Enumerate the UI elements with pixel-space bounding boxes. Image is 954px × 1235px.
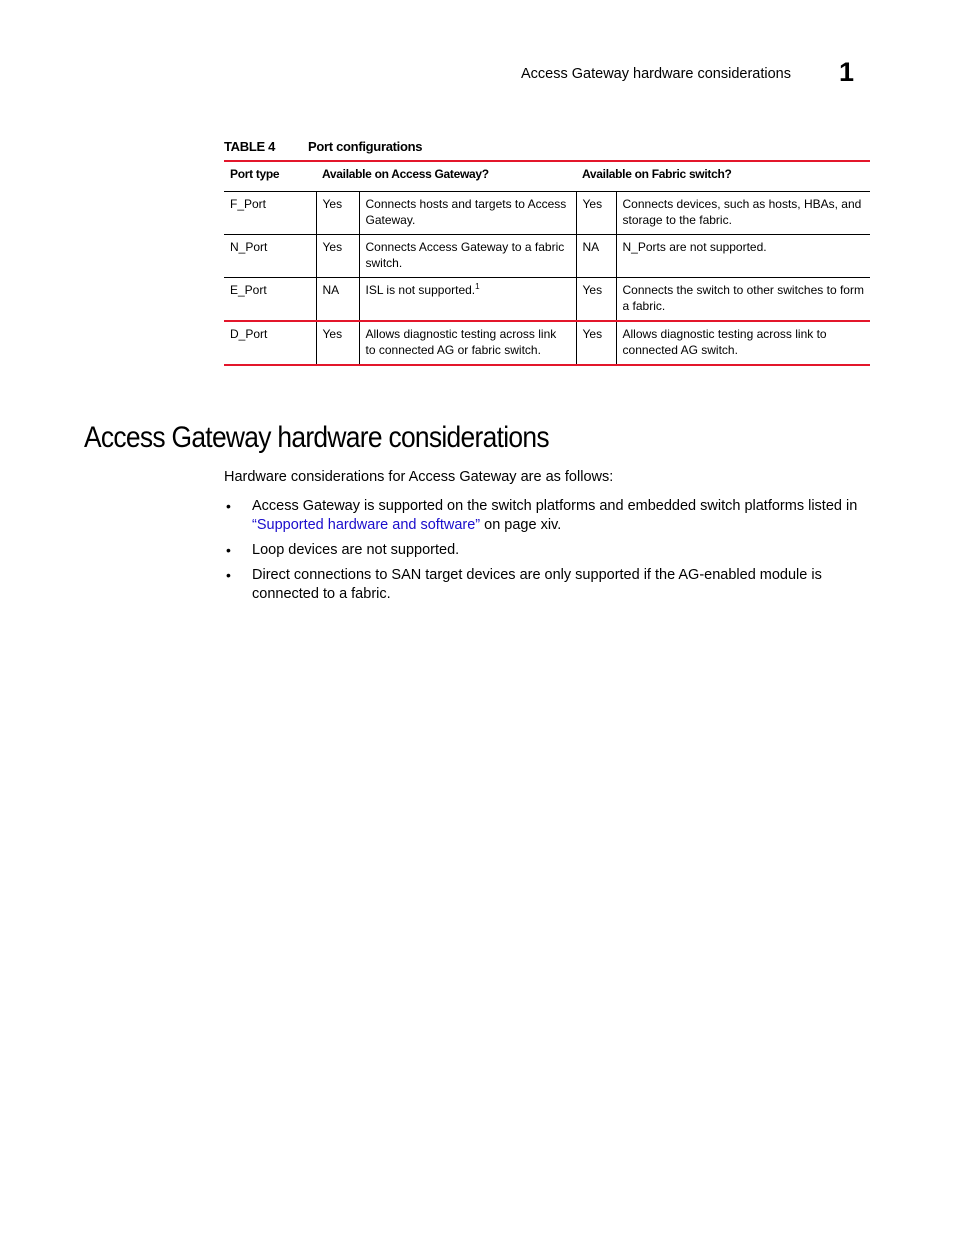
cell-fabric-desc: Connects devices, such as hosts, HBAs, and storage to the fabric. bbox=[616, 191, 870, 234]
header-available-fabric: Available on Fabric switch? bbox=[576, 161, 870, 191]
list-item bbox=[224, 497, 874, 535]
port-configurations-table bbox=[224, 160, 870, 366]
table-caption-id: TABLE 4 bbox=[224, 139, 276, 154]
header-port-type: Port type bbox=[224, 161, 316, 191]
table-row bbox=[224, 277, 870, 321]
footnote-marker: 1 bbox=[475, 281, 480, 291]
list-item bbox=[224, 541, 874, 560]
cell-fabric-desc: Allows diagnostic testing across link to connected AG switch. bbox=[616, 321, 870, 365]
cell-ag-desc: Allows diagnostic testing across link to connected AG or fabric switch. bbox=[359, 321, 576, 365]
chapter-number: 1 bbox=[839, 57, 855, 87]
cell-fabric-avail: Yes bbox=[576, 321, 616, 365]
cell-fabric-avail: NA bbox=[576, 234, 616, 277]
table-row bbox=[224, 191, 870, 234]
cell-ag-desc: Connects Access Gateway to a fabric switch. bbox=[359, 234, 576, 277]
table-header-row bbox=[224, 161, 870, 191]
supported-hardware-link[interactable]: “Supported hardware and software” bbox=[252, 517, 481, 533]
bullet-icon: • bbox=[226, 498, 231, 514]
section-heading: Access Gateway hardware considerations bbox=[84, 421, 549, 454]
header-available-ag: Available on Access Gateway? bbox=[316, 161, 576, 191]
cell-port: N_Port bbox=[224, 234, 316, 277]
intro-paragraph: Hardware considerations for Access Gateway are as follows: bbox=[224, 469, 614, 485]
table-caption-title: Port configurations bbox=[308, 139, 423, 154]
cell-fabric-avail: Yes bbox=[576, 277, 616, 321]
bullet-text: Loop devices are not supported. bbox=[252, 542, 460, 558]
bullet-icon: • bbox=[226, 567, 231, 583]
considerations-list bbox=[224, 497, 874, 610]
cell-fabric-avail: Yes bbox=[576, 191, 616, 234]
running-header bbox=[0, 57, 954, 89]
running-title: Access Gateway hardware considerations bbox=[521, 66, 791, 82]
bullet-icon: • bbox=[226, 542, 231, 558]
bullet-text-suffix: on page xiv. bbox=[480, 517, 562, 533]
cell-port: D_Port bbox=[224, 321, 316, 365]
cell-ag-avail: Yes bbox=[316, 191, 359, 234]
cell-port: E_Port bbox=[224, 277, 316, 321]
list-item bbox=[224, 566, 874, 604]
cell-ag-desc-text: ISL is not supported. bbox=[365, 282, 476, 297]
cell-port: F_Port bbox=[224, 191, 316, 234]
bullet-text: Direct connections to SAN target devices are only supported if the AG-enabled module is connected to a fabric. bbox=[252, 567, 822, 602]
cell-ag-avail: NA bbox=[316, 277, 359, 321]
cell-ag-avail: Yes bbox=[316, 321, 359, 365]
cell-ag-desc: Connects hosts and targets to Access Gateway. bbox=[359, 191, 576, 234]
bullet-text: Access Gateway is supported on the switch platforms and embedded switch platforms listed in bbox=[252, 498, 858, 514]
cell-ag-desc bbox=[359, 277, 576, 321]
cell-ag-avail: Yes bbox=[316, 234, 359, 277]
table-row bbox=[224, 234, 870, 277]
table-row bbox=[224, 321, 870, 365]
cell-fabric-desc: Connects the switch to other switches to form a fabric. bbox=[616, 277, 870, 321]
cell-fabric-desc: N_Ports are not supported. bbox=[616, 234, 870, 277]
